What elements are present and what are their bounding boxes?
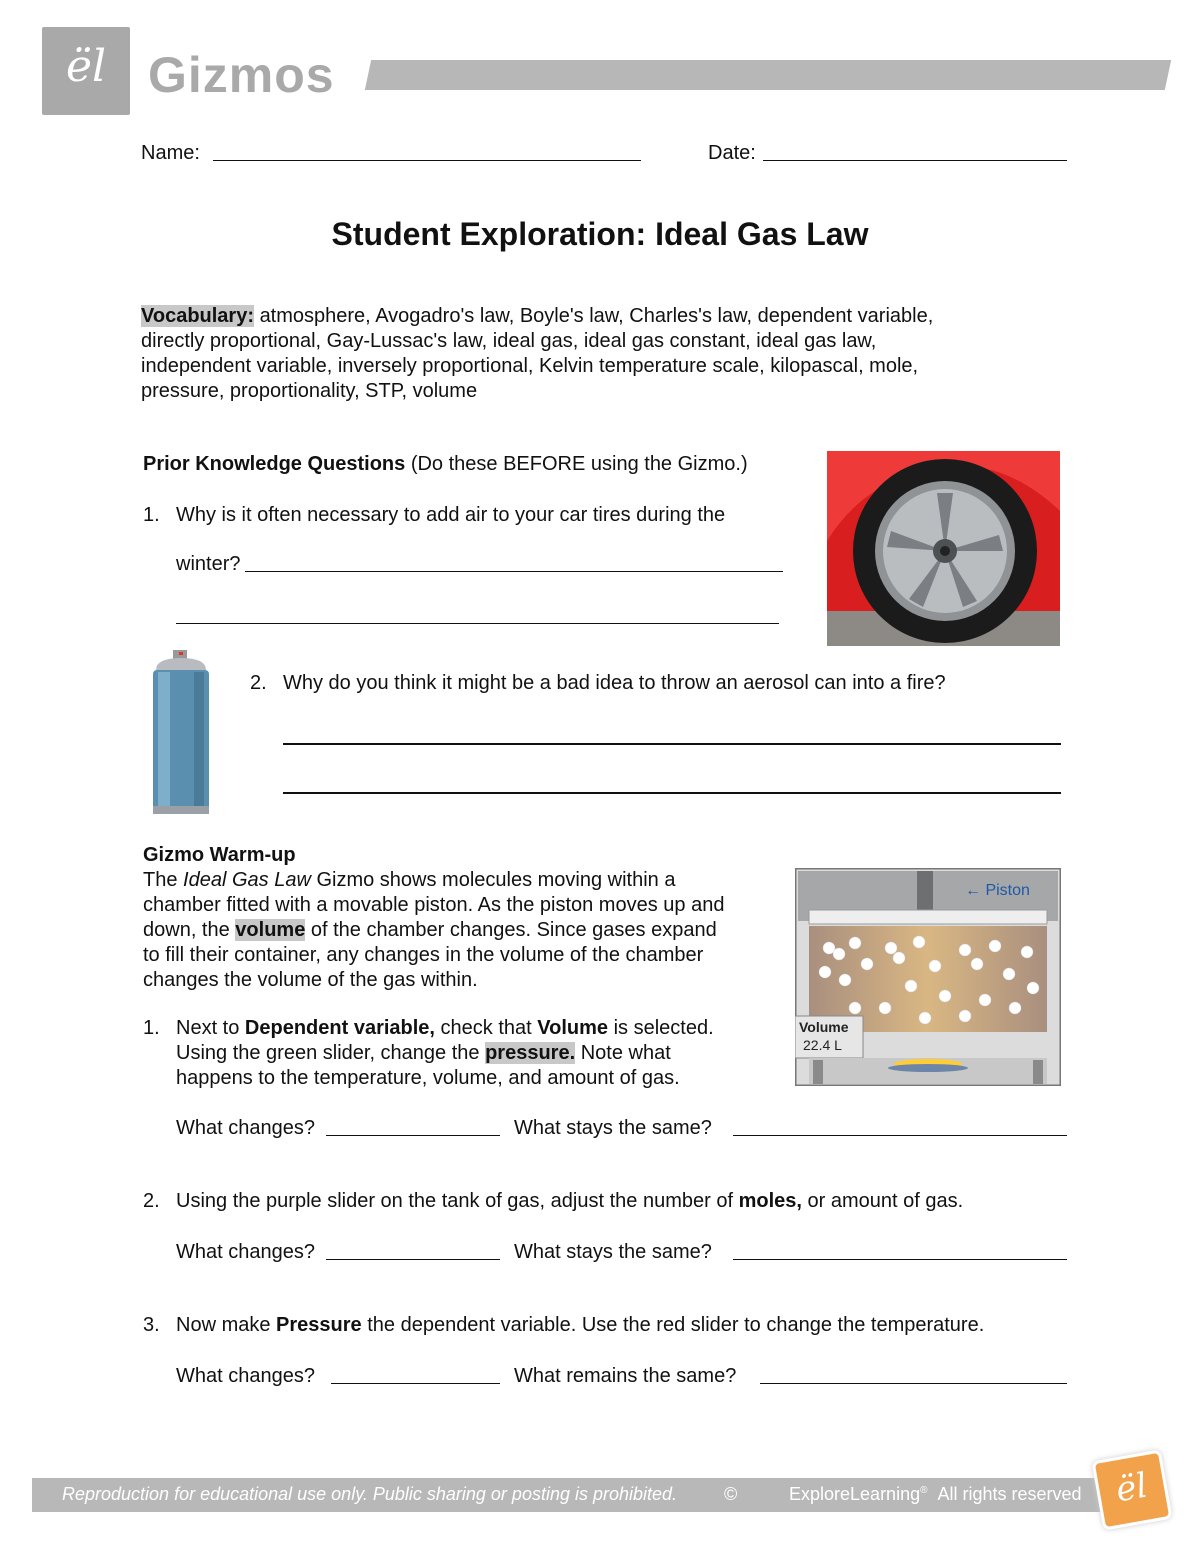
vocabulary-line-3: independent variable, inversely proportional, Kelvin temperature scale, kilopascal, mole, <box>141 355 919 377</box>
warmup-intro-line-4: to fill their container, any changes in the volume of the chamber <box>143 944 704 966</box>
wu-q1-number: 1. <box>143 1017 160 1039</box>
prior-knowledge-title: Prior Knowledge Questions <box>143 453 406 475</box>
pk-q1-answer-line-2[interactable] <box>176 623 779 624</box>
warmup-intro-line-1: The Ideal Gas Law Gizmo shows molecules moving within a <box>143 869 676 891</box>
pk-q1-answer-line-1[interactable] <box>245 571 783 572</box>
footer-company: ExploreLearning® All rights reserved <box>789 1484 1082 1504</box>
gas-chamber-image <box>795 868 1061 1086</box>
logo-mark: ël <box>65 41 107 92</box>
name-label: Name: <box>141 142 200 164</box>
pk-q1-text: Why is it often necessary to add air to your car tires during the <box>176 504 726 526</box>
wu-q1-same-field[interactable] <box>733 1135 1067 1136</box>
wu-q2-changes-field[interactable] <box>326 1259 500 1260</box>
warmup-intro-line-2: chamber fitted with a movable piston. As the piston moves up and <box>143 894 725 916</box>
pk-q2-answer-line-1[interactable] <box>283 743 1061 745</box>
warmup-intro-line-5: changes the volume of the gas within. <box>143 969 478 991</box>
brand-name: Gizmos <box>148 47 335 103</box>
warmup-section <box>143 843 783 993</box>
prior-knowledge-note: (Do these BEFORE using the Gizmo.) <box>410 453 748 475</box>
footer-copyright: © <box>724 1484 738 1504</box>
pk-q1-number: 1. <box>143 504 160 526</box>
wu-q3-number: 3. <box>143 1314 160 1336</box>
page-title: Student Exploration: Ideal Gas Law <box>331 216 869 252</box>
wu-q2-text: Using the purple slider on the tank of gas, adjust the number of moles, or amount of gas. <box>176 1190 964 1212</box>
volume-label: Volume <box>799 1019 849 1035</box>
wu-q1-changes-field[interactable] <box>326 1135 500 1136</box>
wu-q1-text: Next to Dependent variable, check that Volume is selected. Using the green slider, change the pressure. Note what happens to the temperature, volume, and amount of gas. <box>176 1017 714 1089</box>
prior-knowledge-heading <box>143 452 748 477</box>
wu-q2-same-label: What stays the same? <box>514 1241 712 1263</box>
header-bar <box>365 60 1171 90</box>
name-field[interactable] <box>213 160 641 161</box>
explorelearning-logo <box>1095 1453 1169 1527</box>
wu-q1-changes-label: What changes? <box>176 1117 315 1139</box>
vocabulary-section <box>141 304 1061 404</box>
wu-q2-changes-label: What changes? <box>176 1241 315 1263</box>
wu-q2-same-field[interactable] <box>733 1259 1067 1260</box>
vocabulary-line-2: directly proportional, Gay-Lussac's law, ideal gas, ideal gas constant, ideal gas law, <box>141 330 877 352</box>
pk-q2-answer-line-2[interactable] <box>283 792 1061 794</box>
wu-q3-changes-label: What changes? <box>176 1365 315 1387</box>
date-label: Date: <box>708 142 756 164</box>
vocabulary-line-4: pressure, proportionality, STP, volume <box>141 380 478 402</box>
wu-q3-same-label: What remains the same? <box>514 1365 737 1387</box>
vocabulary-line-1: atmosphere, Avogadro's law, Boyle's law, Charles's law, dependent variable, <box>259 305 934 327</box>
aerosol-can-image <box>146 648 216 816</box>
gizmos-logo <box>42 27 130 115</box>
pk-q1-text-2: winter? <box>176 553 241 575</box>
warmup-intro-line-3: down, the volume of the chamber changes. Since gases expand <box>143 919 717 941</box>
wu-q3-same-field[interactable] <box>760 1383 1067 1384</box>
wu-q2-number: 2. <box>143 1190 160 1212</box>
wu-q1-same-label: What stays the same? <box>514 1117 712 1139</box>
volume-value: 22.4 L <box>803 1037 842 1053</box>
vocabulary-label: Vocabulary: <box>141 305 254 327</box>
piston-label: ← Piston <box>965 882 1030 899</box>
pk-q2-text: Why do you think it might be a bad idea to throw an aerosol can into a fire? <box>283 672 946 694</box>
car-tire-image <box>827 451 1060 646</box>
footer-notice: Reproduction for educational use only. Public sharing or posting is prohibited. <box>62 1484 678 1504</box>
corner-logo-mark: ël <box>1112 1465 1151 1511</box>
wu-q3-changes-field[interactable] <box>331 1383 500 1384</box>
wu-q3-text: Now make Pressure the dependent variable. Use the red slider to change the temperature. <box>176 1314 985 1336</box>
pk-q2-number: 2. <box>250 672 267 694</box>
date-field[interactable] <box>763 160 1067 161</box>
warmup-heading: Gizmo Warm-up <box>143 844 296 866</box>
